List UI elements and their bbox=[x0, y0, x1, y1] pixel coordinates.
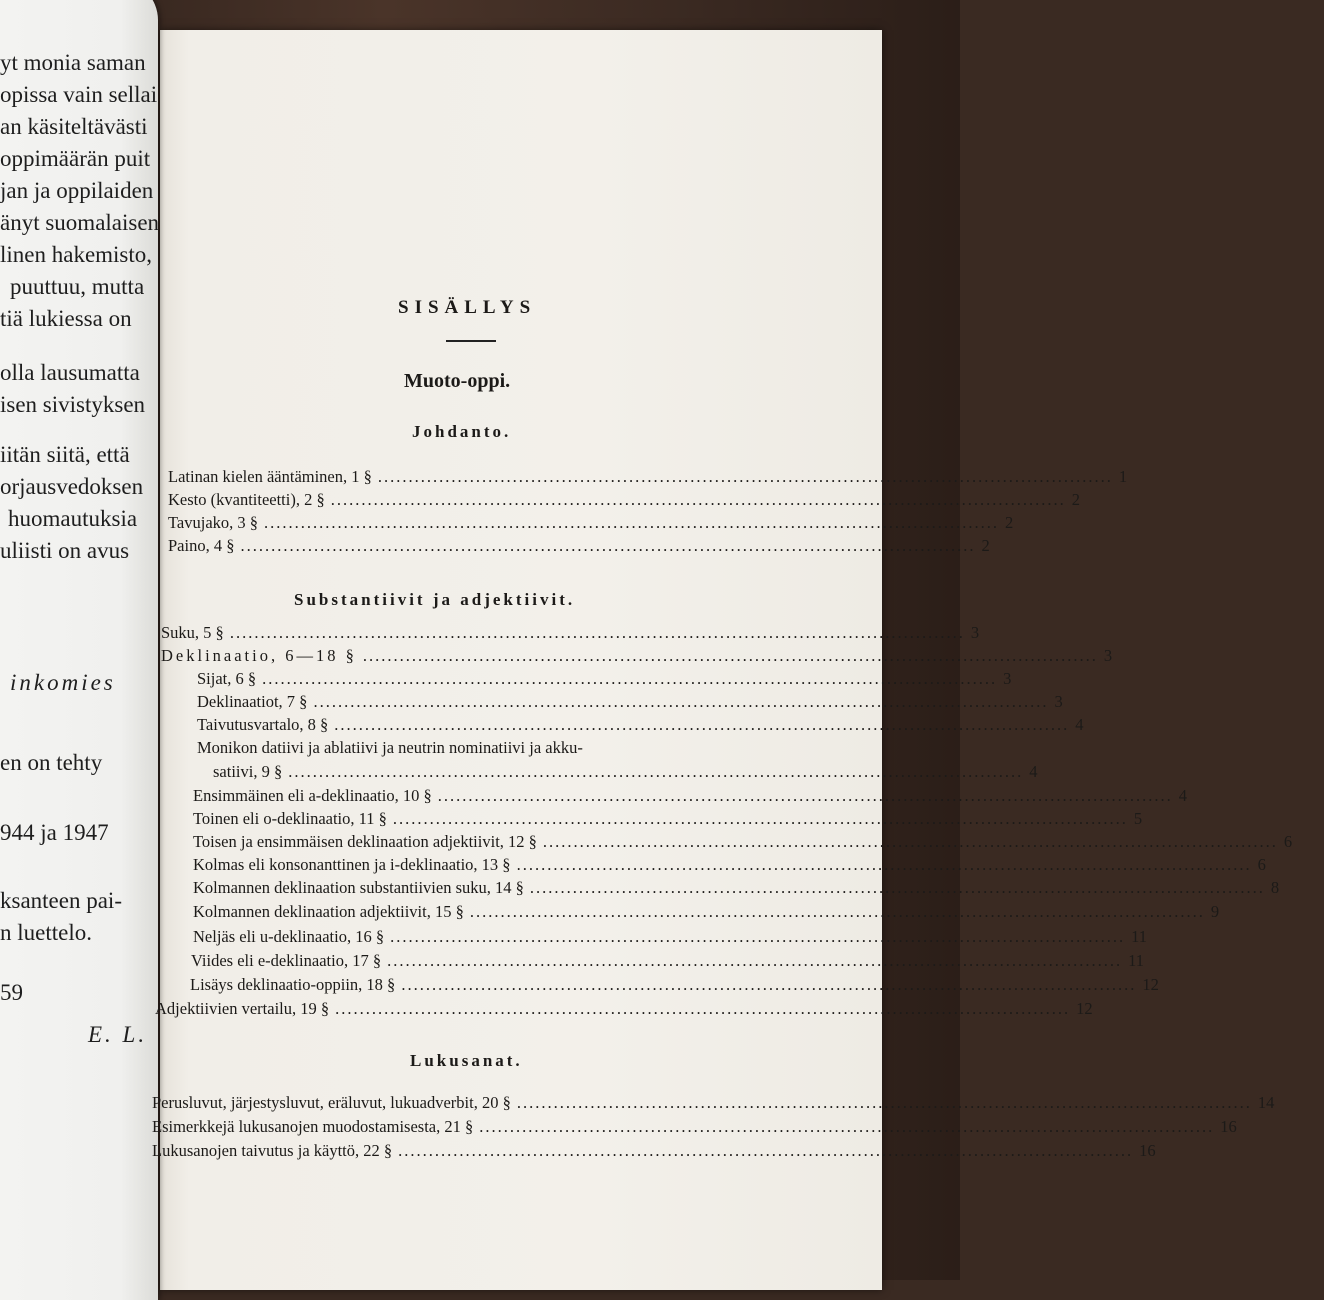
left-page-text-line: änyt suomalaisen bbox=[0, 210, 160, 235]
toc-page-number: 6 bbox=[1283, 832, 1293, 851]
toc-page-number: 5 bbox=[1133, 809, 1143, 828]
toc-entry-label: Lisäys deklinaatio-oppiin, 18 § bbox=[190, 975, 396, 994]
toc-page-number: 4 bbox=[1075, 715, 1084, 734]
toc-page-number: 3 bbox=[1003, 669, 1012, 688]
dot-leader: ........................................................................................................................ bbox=[362, 646, 1098, 665]
toc-page-number: 6 bbox=[1257, 855, 1266, 874]
toc-page-number: 8 bbox=[1270, 878, 1280, 897]
toc-page-number: 12 bbox=[1076, 999, 1093, 1018]
toc-page-number: 2 bbox=[1005, 513, 1014, 532]
toc-entry bbox=[193, 809, 1143, 829]
toc-entry-label: Paino, 4 § bbox=[168, 536, 235, 555]
left-page-text-line: huomautuksia bbox=[8, 506, 138, 531]
toc-entry bbox=[168, 513, 1014, 533]
toc-entry bbox=[191, 951, 1144, 971]
toc-entry bbox=[193, 832, 1293, 852]
toc-page-number: 16 bbox=[1220, 1117, 1237, 1136]
left-page-text-line: en on tehty bbox=[0, 750, 103, 775]
dot-leader: ........................................................................................................................ bbox=[479, 1117, 1215, 1136]
toc-entry bbox=[193, 878, 1280, 898]
section-heading: Lukusanat. bbox=[410, 1051, 523, 1070]
toc-entry bbox=[193, 927, 1147, 947]
toc-entry bbox=[152, 1117, 1237, 1137]
left-page-text-line: yt monia saman bbox=[0, 50, 146, 75]
left-page-text-line: tiä lukiessa on bbox=[0, 306, 132, 331]
toc-entry-label: Deklinaatiot, 7 § bbox=[197, 692, 308, 711]
toc-entry-label: Latinan kielen ääntäminen, 1 § bbox=[168, 467, 372, 486]
left-page-text-line: ksanteen pai- bbox=[0, 888, 122, 913]
toc-page-number: 3 bbox=[1054, 692, 1063, 711]
toc-entry bbox=[213, 762, 1038, 782]
part-heading: Muoto-oppi. bbox=[404, 370, 511, 392]
toc-page-number: 4 bbox=[1029, 762, 1038, 781]
toc-entry-label: Viides eli e-deklinaatio, 17 § bbox=[191, 951, 382, 970]
left-page-text-line: 59 bbox=[0, 980, 23, 1005]
toc-page-number: 4 bbox=[1178, 786, 1187, 805]
toc-entry bbox=[190, 975, 1159, 995]
toc-entry-label: Taivutusvartalo, 8 § bbox=[197, 715, 329, 734]
toc-page-number: 3 bbox=[970, 623, 980, 642]
left-page-text-line: linen hakemisto, bbox=[0, 242, 153, 267]
toc-entry bbox=[193, 786, 1187, 806]
left-page-text-line: orjausvedoksen bbox=[0, 474, 144, 499]
left-page-text-line: iitän siitä, että bbox=[0, 442, 130, 467]
dot-leader: ........................................................................................................................ bbox=[229, 623, 965, 642]
toc-entry-label: Monikon datiivi ja ablatiivi ja neutrin nominatiivi ja akku- bbox=[197, 738, 583, 757]
toc-entry bbox=[161, 646, 1113, 666]
toc-entry bbox=[197, 692, 1063, 712]
dot-leader: ........................................................................................................................ bbox=[330, 490, 1066, 509]
dot-leader: ........................................................................................................................ bbox=[240, 536, 976, 555]
toc-entry bbox=[197, 669, 1012, 689]
left-page-text-line: oppimäärän puit bbox=[0, 146, 151, 171]
toc-title: SISÄLLYS bbox=[398, 297, 537, 318]
toc-page-number: 12 bbox=[1142, 975, 1159, 994]
left-page-text-line: 944 ja 1947 bbox=[0, 820, 109, 845]
left-page-text-line: inkomies bbox=[10, 670, 116, 695]
toc-entry-label: Adjektiivien vertailu, 19 § bbox=[155, 999, 330, 1018]
toc-page-number: 2 bbox=[1071, 490, 1080, 509]
section-heading: Johdanto. bbox=[412, 422, 512, 441]
left-page-text-line: isen sivistyksen bbox=[0, 392, 146, 417]
toc-entry-label: Kolmannen deklinaation adjektiivit, 15 § bbox=[193, 902, 464, 921]
dot-leader: ........................................................................................................................ bbox=[390, 927, 1126, 946]
toc-entry bbox=[152, 1093, 1275, 1113]
dot-leader: ........................................................................................................................ bbox=[264, 513, 1000, 532]
left-page-text-line: olla lausumatta bbox=[0, 360, 140, 385]
dot-leader: ........................................................................................................................ bbox=[335, 999, 1071, 1018]
toc-page-number: 11 bbox=[1128, 951, 1144, 970]
toc-entry-label: Sijat, 6 § bbox=[197, 669, 257, 688]
left-page-text-line: n luettelo. bbox=[0, 920, 92, 945]
dot-leader: ........................................................................................................................ bbox=[377, 467, 1113, 486]
dot-leader: ........................................................................................................................ bbox=[398, 1141, 1134, 1160]
toc-entry-label: satiivi, 9 § bbox=[213, 762, 283, 781]
toc-entry bbox=[193, 902, 1220, 922]
toc-entry bbox=[168, 536, 990, 556]
dot-leader: ........................................................................................................................ bbox=[392, 809, 1128, 828]
dot-leader: ........................................................................................................................ bbox=[387, 951, 1123, 970]
toc-entry bbox=[197, 715, 1084, 735]
toc-page-number: 3 bbox=[1103, 646, 1113, 665]
dot-leader: ........................................................................................................................ bbox=[288, 762, 1024, 781]
toc-entry-label: Toisen ja ensimmäisen deklinaation adjektiivit, 12 § bbox=[193, 832, 537, 851]
left-page-text-line: E. L. bbox=[88, 1022, 148, 1047]
title-rule bbox=[446, 340, 496, 342]
dot-leader: ........................................................................................................................ bbox=[516, 855, 1252, 874]
toc-entry-label: Deklinaatio, 6—18 § bbox=[161, 646, 357, 665]
toc-entry-label: Tavujako, 3 § bbox=[168, 513, 259, 532]
toc-entry-label: Esimerkkejä lukusanojen muodostamisesta, 21 § bbox=[152, 1117, 474, 1136]
toc-page-number: 11 bbox=[1131, 927, 1147, 946]
left-page-text-line: an käsiteltävästi bbox=[0, 114, 148, 139]
toc-entry bbox=[152, 1141, 1156, 1161]
toc-entry-label: Neljäs eli u-deklinaatio, 16 § bbox=[193, 927, 385, 946]
left-page bbox=[0, 0, 158, 1300]
dot-leader: ........................................................................................................................ bbox=[542, 832, 1278, 851]
toc-page-number: 16 bbox=[1139, 1141, 1156, 1160]
toc-entry-label: Ensimmäinen eli a-deklinaatio, 10 § bbox=[193, 786, 432, 805]
left-page-text-line: puuttuu, mutta bbox=[10, 274, 145, 299]
toc-page-number: 1 bbox=[1118, 467, 1128, 486]
left-page-text-line: uliisti on avus bbox=[0, 538, 130, 563]
toc-entry bbox=[197, 738, 795, 758]
left-page-text-line: opissa vain sellai bbox=[0, 82, 158, 107]
toc-entry bbox=[193, 855, 1266, 875]
toc-entry bbox=[168, 490, 1080, 510]
dot-leader: ........................................................................................................................ bbox=[262, 669, 998, 688]
left-page-text-line: jan ja oppilaiden bbox=[0, 178, 154, 203]
dot-leader: ........................................................................................................................ bbox=[516, 1093, 1252, 1112]
dot-leader: ........................................................................................................................ bbox=[334, 715, 1070, 734]
toc-entry-label: Kolmas eli konsonanttinen ja i-deklinaatio, 13 § bbox=[193, 855, 511, 874]
toc-page-number: 9 bbox=[1210, 902, 1220, 921]
dot-leader: ........................................................................................................................ bbox=[469, 902, 1205, 921]
toc-entry-label: Suku, 5 § bbox=[161, 623, 224, 642]
section-heading: Substantiivit ja adjektiivit. bbox=[294, 590, 576, 609]
dot-leader: ........................................................................................................................ bbox=[401, 975, 1137, 994]
toc-entry-label: Kolmannen deklinaation substantiivien suku, 14 § bbox=[193, 878, 524, 897]
toc-page-number: 14 bbox=[1257, 1093, 1275, 1112]
toc-entry-label: Lukusanojen taivutus ja käyttö, 22 § bbox=[152, 1141, 393, 1160]
dot-leader: ........................................................................................................................ bbox=[437, 786, 1173, 805]
toc-entry bbox=[161, 623, 980, 643]
toc-entry-label: Perusluvut, järjestysluvut, eräluvut, lukuadverbit, 20 § bbox=[152, 1093, 511, 1112]
toc-entry-label: Kesto (kvantiteetti), 2 § bbox=[168, 490, 325, 509]
toc-page-number: 2 bbox=[981, 536, 990, 555]
dot-leader: ........................................................................................................................ bbox=[313, 692, 1049, 711]
toc-entry-label: Toinen eli o-deklinaatio, 11 § bbox=[193, 809, 387, 828]
toc-entry bbox=[155, 999, 1093, 1019]
toc-entry bbox=[168, 467, 1128, 487]
dot-leader: ........................................................................................................................ bbox=[529, 878, 1265, 897]
